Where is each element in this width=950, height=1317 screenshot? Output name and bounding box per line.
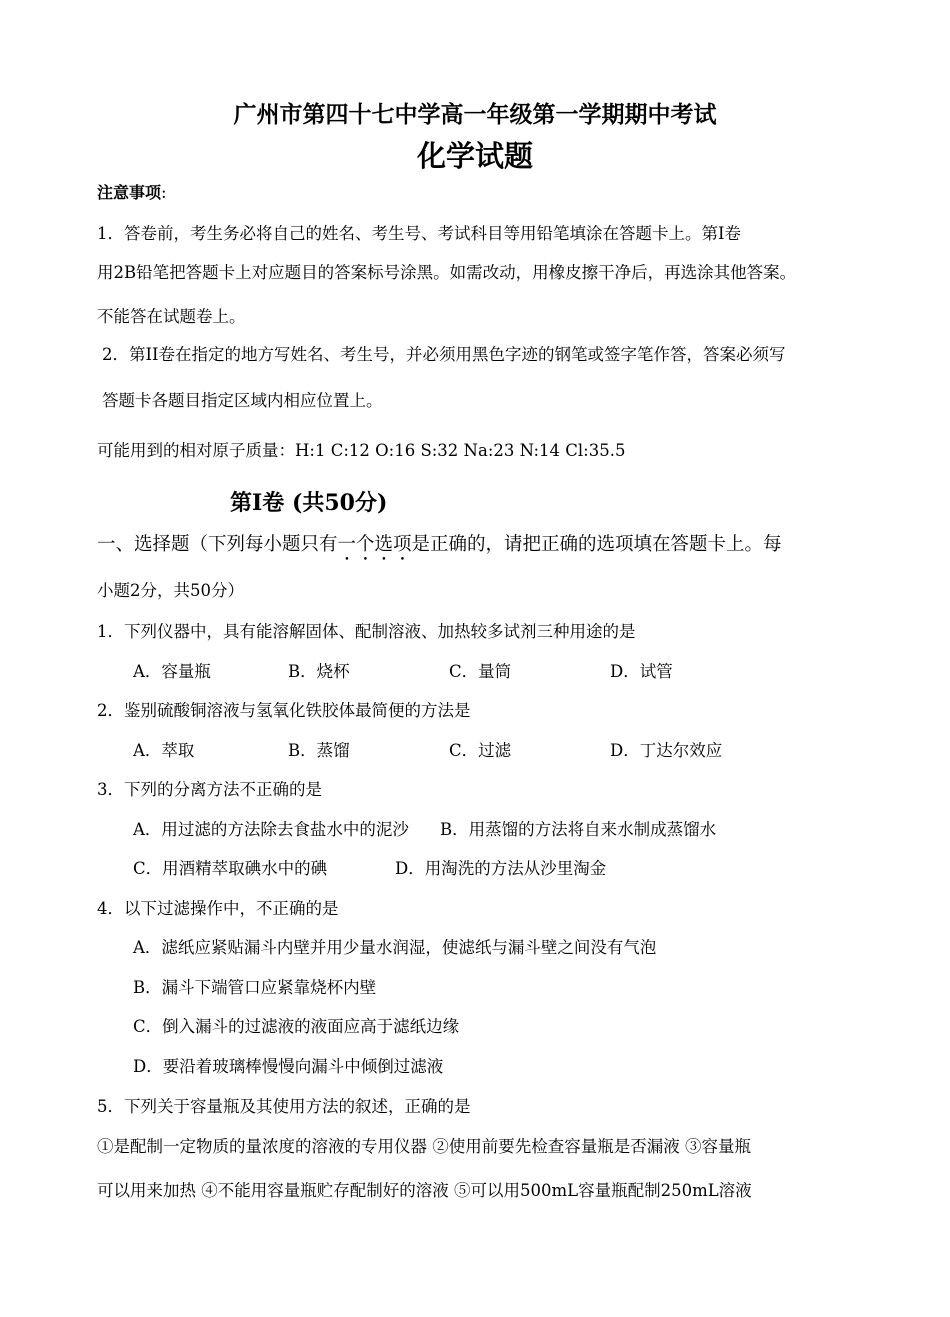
question-1-option-a: A．容量瓶 xyxy=(133,662,211,681)
section-heading: 第Ⅰ卷 (共50分) xyxy=(230,490,388,516)
notice-item2-line1: 2．第II卷在指定的地方写姓名、考生号，并必须用黑色字迹的钢笔或签字笔作答，答案必须写 xyxy=(102,345,786,364)
exam-title: 广州市第四十七中学高一年级第一学期期中考试 xyxy=(233,101,717,128)
question-3-option-c: C．用酒精萃取碘水中的碘 xyxy=(133,859,328,878)
notice-item1-line3: 不能答在试题卷上。 xyxy=(97,307,246,326)
question-1-option-b: B．烧杯 xyxy=(288,662,350,681)
question-2-option-b: B．蒸馏 xyxy=(288,741,350,760)
question-5-stem: 5．下列关于容量瓶及其使用方法的叙述，正确的是 xyxy=(97,1097,471,1116)
question-4-option-a: A．滤纸应紧贴漏斗内壁并用少量水润湿，使滤纸与漏斗壁之间没有气泡 xyxy=(133,938,657,957)
question-2-option-d: D．丁达尔效应 xyxy=(610,741,723,760)
question-1-option-c: C．量筒 xyxy=(449,662,512,681)
notice-item1-line2: 用2B铅笔把答题卡上对应题目的答案标号涂黑。如需改动，用橡皮擦干净后，再选涂其他答案。 xyxy=(97,263,797,282)
question-4-option-d: D．要沿着玻璃棒慢慢向漏斗中倾倒过滤液 xyxy=(133,1057,444,1076)
question-3-stem: 3．下列的分离方法不正确的是 xyxy=(97,780,322,799)
notice-label: 注意事项 xyxy=(97,183,162,202)
question-4-option-b: B．漏斗下端管口应紧靠烧杯内壁 xyxy=(133,978,377,997)
question-3-option-a: A．用过滤的方法除去食盐水中的泥沙 xyxy=(133,820,409,839)
question-2-option-a: A．萃取 xyxy=(133,741,195,760)
notice-item2-line2: 答题卡各题目指定区域内相应位置上。 xyxy=(102,391,383,410)
notice-heading xyxy=(97,182,167,204)
question-1-stem: 1．下列仪器中，具有能溶解固体、配制溶液、加热较多试剂三种用途的是 xyxy=(97,622,636,641)
question-3-option-b: B．用蒸馏的方法将自来水制成蒸馏水 xyxy=(440,820,717,839)
question-1-option-d: D．试管 xyxy=(610,662,673,681)
notice-item1-line1: 1．答卷前，考生务必将自己的姓名、考生号、考试科目等用铅笔填涂在答题卡上。第Ⅰ卷 xyxy=(97,224,742,243)
section-instructions-line2: 小题2分，共50分） xyxy=(97,581,244,600)
instr-pre: 一、选择题（下列每小题只有 xyxy=(97,534,338,555)
atomic-masses: 可能用到的相对原子质量：H:1 C:12 O:16 S:32 Na:23 N:14 Cl:35.5 xyxy=(97,441,626,460)
question-5-statements-line2: 可以用来加热 ④不能用容量瓶贮存配制好的溶液 ⑤可以用500mL容量瓶配制250mL溶液 xyxy=(97,1181,752,1200)
subject-title: 化学试题 xyxy=(416,139,533,173)
question-5-statements-line1: ①是配制一定物质的量浓度的溶液的专用仪器 ②使用前要先检查容量瓶是否漏液 ③容量瓶 xyxy=(97,1137,751,1156)
question-2-stem: 2．鉴别硫酸铜溶液与氢氧化铁胶体最简便的方法是 xyxy=(97,701,471,720)
question-2-option-c: C．过滤 xyxy=(449,741,512,760)
instr-post: 是正确的，请把正确的选项填在答题卡上。每 xyxy=(411,534,782,555)
section-instructions-line1 xyxy=(97,532,782,565)
question-4-option-c: C．倒入漏斗的过滤液的液面应高于滤纸边缘 xyxy=(133,1017,460,1036)
question-4-stem: 4．以下过滤操作中，不正确的是 xyxy=(97,899,339,918)
question-3-option-d: D．用淘洗的方法从沙里淘金 xyxy=(395,859,607,878)
notice-colon: : xyxy=(161,183,167,202)
instr-emphasis: 一个选项 xyxy=(337,534,412,555)
